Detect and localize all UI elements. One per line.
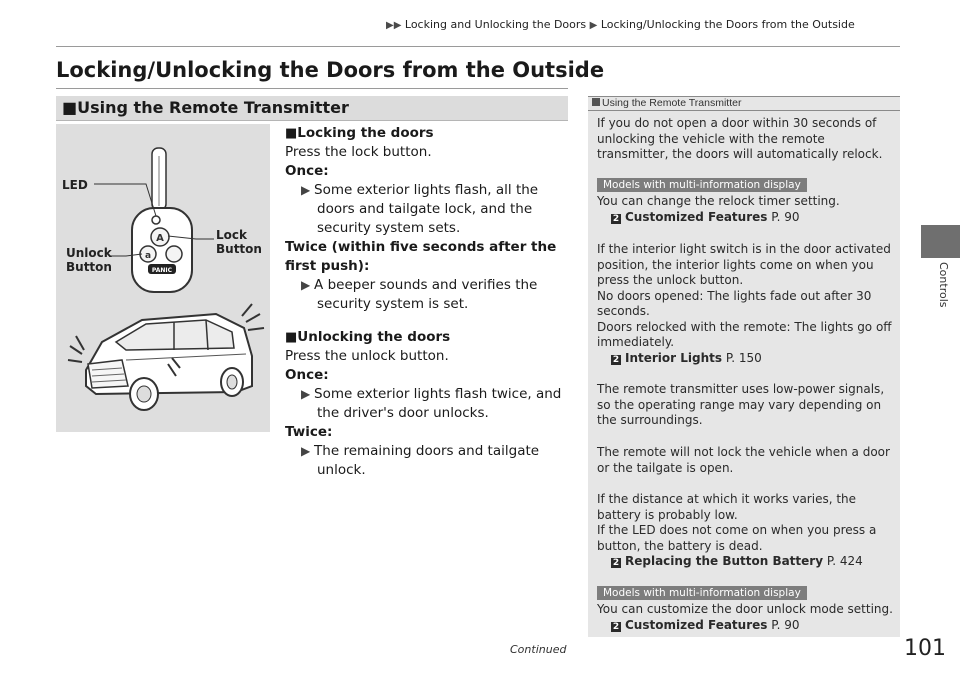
note-interior-lights: If the interior light switch is in the door activated position, the interior lights come on when you press the unlock button. No doors opened: The lights fade out after 30 seconds. Doors relocked with the remote: The lights go off immediately. 2 Interior Lights P. 150 <box>597 242 897 366</box>
notes-sidebar <box>588 96 900 637</box>
locking-twice-label: Twice (within five seconds after the first push): <box>285 239 557 274</box>
tailgate-button-icon <box>166 246 182 262</box>
page-number: 101 <box>904 636 946 661</box>
locking-once-text: ▶ Some exterior lights flash, all the doors and tailgate lock, and the security system sets. <box>301 182 539 236</box>
section-title-text: Using the Remote Transmitter <box>77 98 349 117</box>
model-badge: Models with multi-information display <box>597 586 807 600</box>
unlocking-once-text: ▶ Some exterior lights flash twice, and the driver's door unlocks. <box>301 386 562 421</box>
note-relock-timer: You can change the relock timer setting. 2 Customized Features P. 90 <box>597 194 897 225</box>
led-icon <box>152 216 160 224</box>
cross-reference-icon: 2 <box>612 621 620 632</box>
cross-reference-icon: 2 <box>612 558 620 568</box>
page-title: Locking/Unlocking the Doors from the Outside <box>56 58 605 82</box>
xref-replacing-battery[interactable]: 2 Replacing the Button Battery P. 424 <box>612 554 863 568</box>
locking-intro: Press the lock button. <box>285 144 432 160</box>
remote-transmitter-figure <box>56 124 270 432</box>
unlocking-twice-label: Twice: <box>285 424 333 440</box>
breadcrumb-arrow-icon: ▶ <box>589 20 598 31</box>
unlock-button-label: Unlock Button <box>66 246 112 274</box>
cross-reference-icon: 2 <box>612 213 620 224</box>
svg-text:a: a <box>144 251 152 261</box>
section-marker-icon: ■ <box>62 98 78 117</box>
locking-heading: ■Locking the doors <box>285 125 434 141</box>
note-door-open: The remote will not lock the vehicle when a door or the tailgate is open. <box>597 445 890 475</box>
chapter-tab[interactable] <box>921 225 960 258</box>
unlocking-heading: ■Unlocking the doors <box>285 329 451 345</box>
chapter-label: Controls <box>937 262 950 308</box>
continued-label: Continued <box>510 643 567 656</box>
section-title <box>62 98 349 117</box>
unlocking-section <box>285 328 575 480</box>
note-unlock-mode: You can customize the door unlock mode setting. 2 Customized Features P. 90 <box>597 602 897 633</box>
unlocking-once-label: Once: <box>285 367 329 383</box>
breadcrumb-arrow-icon: ▶▶ <box>386 20 402 31</box>
heading-marker-icon: ■ <box>285 330 298 345</box>
note-marker-icon <box>592 98 600 106</box>
svg-text:A: A <box>156 233 164 244</box>
panic-label: PANIC <box>151 267 173 274</box>
unlocking-twice-text: ▶ The remaining doors and tailgate unlock. <box>301 443 540 478</box>
header-divider <box>56 46 900 47</box>
result-arrow-icon: ▶ <box>301 183 315 197</box>
locking-twice-text: ▶ A beeper sounds and verifies the security system is set. <box>301 277 538 312</box>
xref-customized-features[interactable]: 2 Customized Features P. 90 <box>612 209 800 224</box>
lock-button-label: Lock Button <box>216 228 262 256</box>
model-badge: Models with multi-information display <box>597 178 807 192</box>
remote-and-vehicle-illustration <box>56 124 270 432</box>
note-relock: If you do not open a door within 30 seconds of unlocking the vehicle with the remote transmitter, the doors will automatically relock. <box>597 116 883 161</box>
breadcrumb-current: Locking/Unlocking the Doors from the Outside <box>600 18 855 31</box>
note-battery: If the distance at which it works varies, the battery is probably low. If the LED does not come on when you press a button, the battery is dead. 2 Replacing the Button Battery P. 424 <box>597 492 897 570</box>
notes-title: Using the Remote Transmitter <box>592 97 741 109</box>
section-header <box>56 96 568 121</box>
led-label: LED <box>62 178 88 192</box>
unlocking-intro: Press the unlock button. <box>285 348 449 364</box>
locking-once-label: Once: <box>285 163 329 179</box>
heading-marker-icon: ■ <box>285 126 298 141</box>
title-divider <box>56 88 568 89</box>
suv-illustration <box>68 304 264 410</box>
breadcrumb <box>386 18 906 36</box>
notes-divider <box>588 110 900 111</box>
result-arrow-icon: ▶ <box>301 444 315 458</box>
result-arrow-icon: ▶ <box>301 278 315 292</box>
cross-reference-icon: 2 <box>612 354 620 365</box>
locking-section <box>285 124 575 314</box>
xref-customized-features[interactable]: 2 Customized Features P. 90 <box>612 617 800 632</box>
breadcrumb-link-locking[interactable]: Locking and Unlocking the Doors <box>404 18 587 31</box>
note-signals: The remote transmitter uses low-power signals, so the operating range may vary depending on the surroundings. <box>597 382 885 427</box>
xref-interior-lights[interactable]: 2 Interior Lights P. 150 <box>612 350 762 365</box>
result-arrow-icon: ▶ <box>301 387 315 401</box>
